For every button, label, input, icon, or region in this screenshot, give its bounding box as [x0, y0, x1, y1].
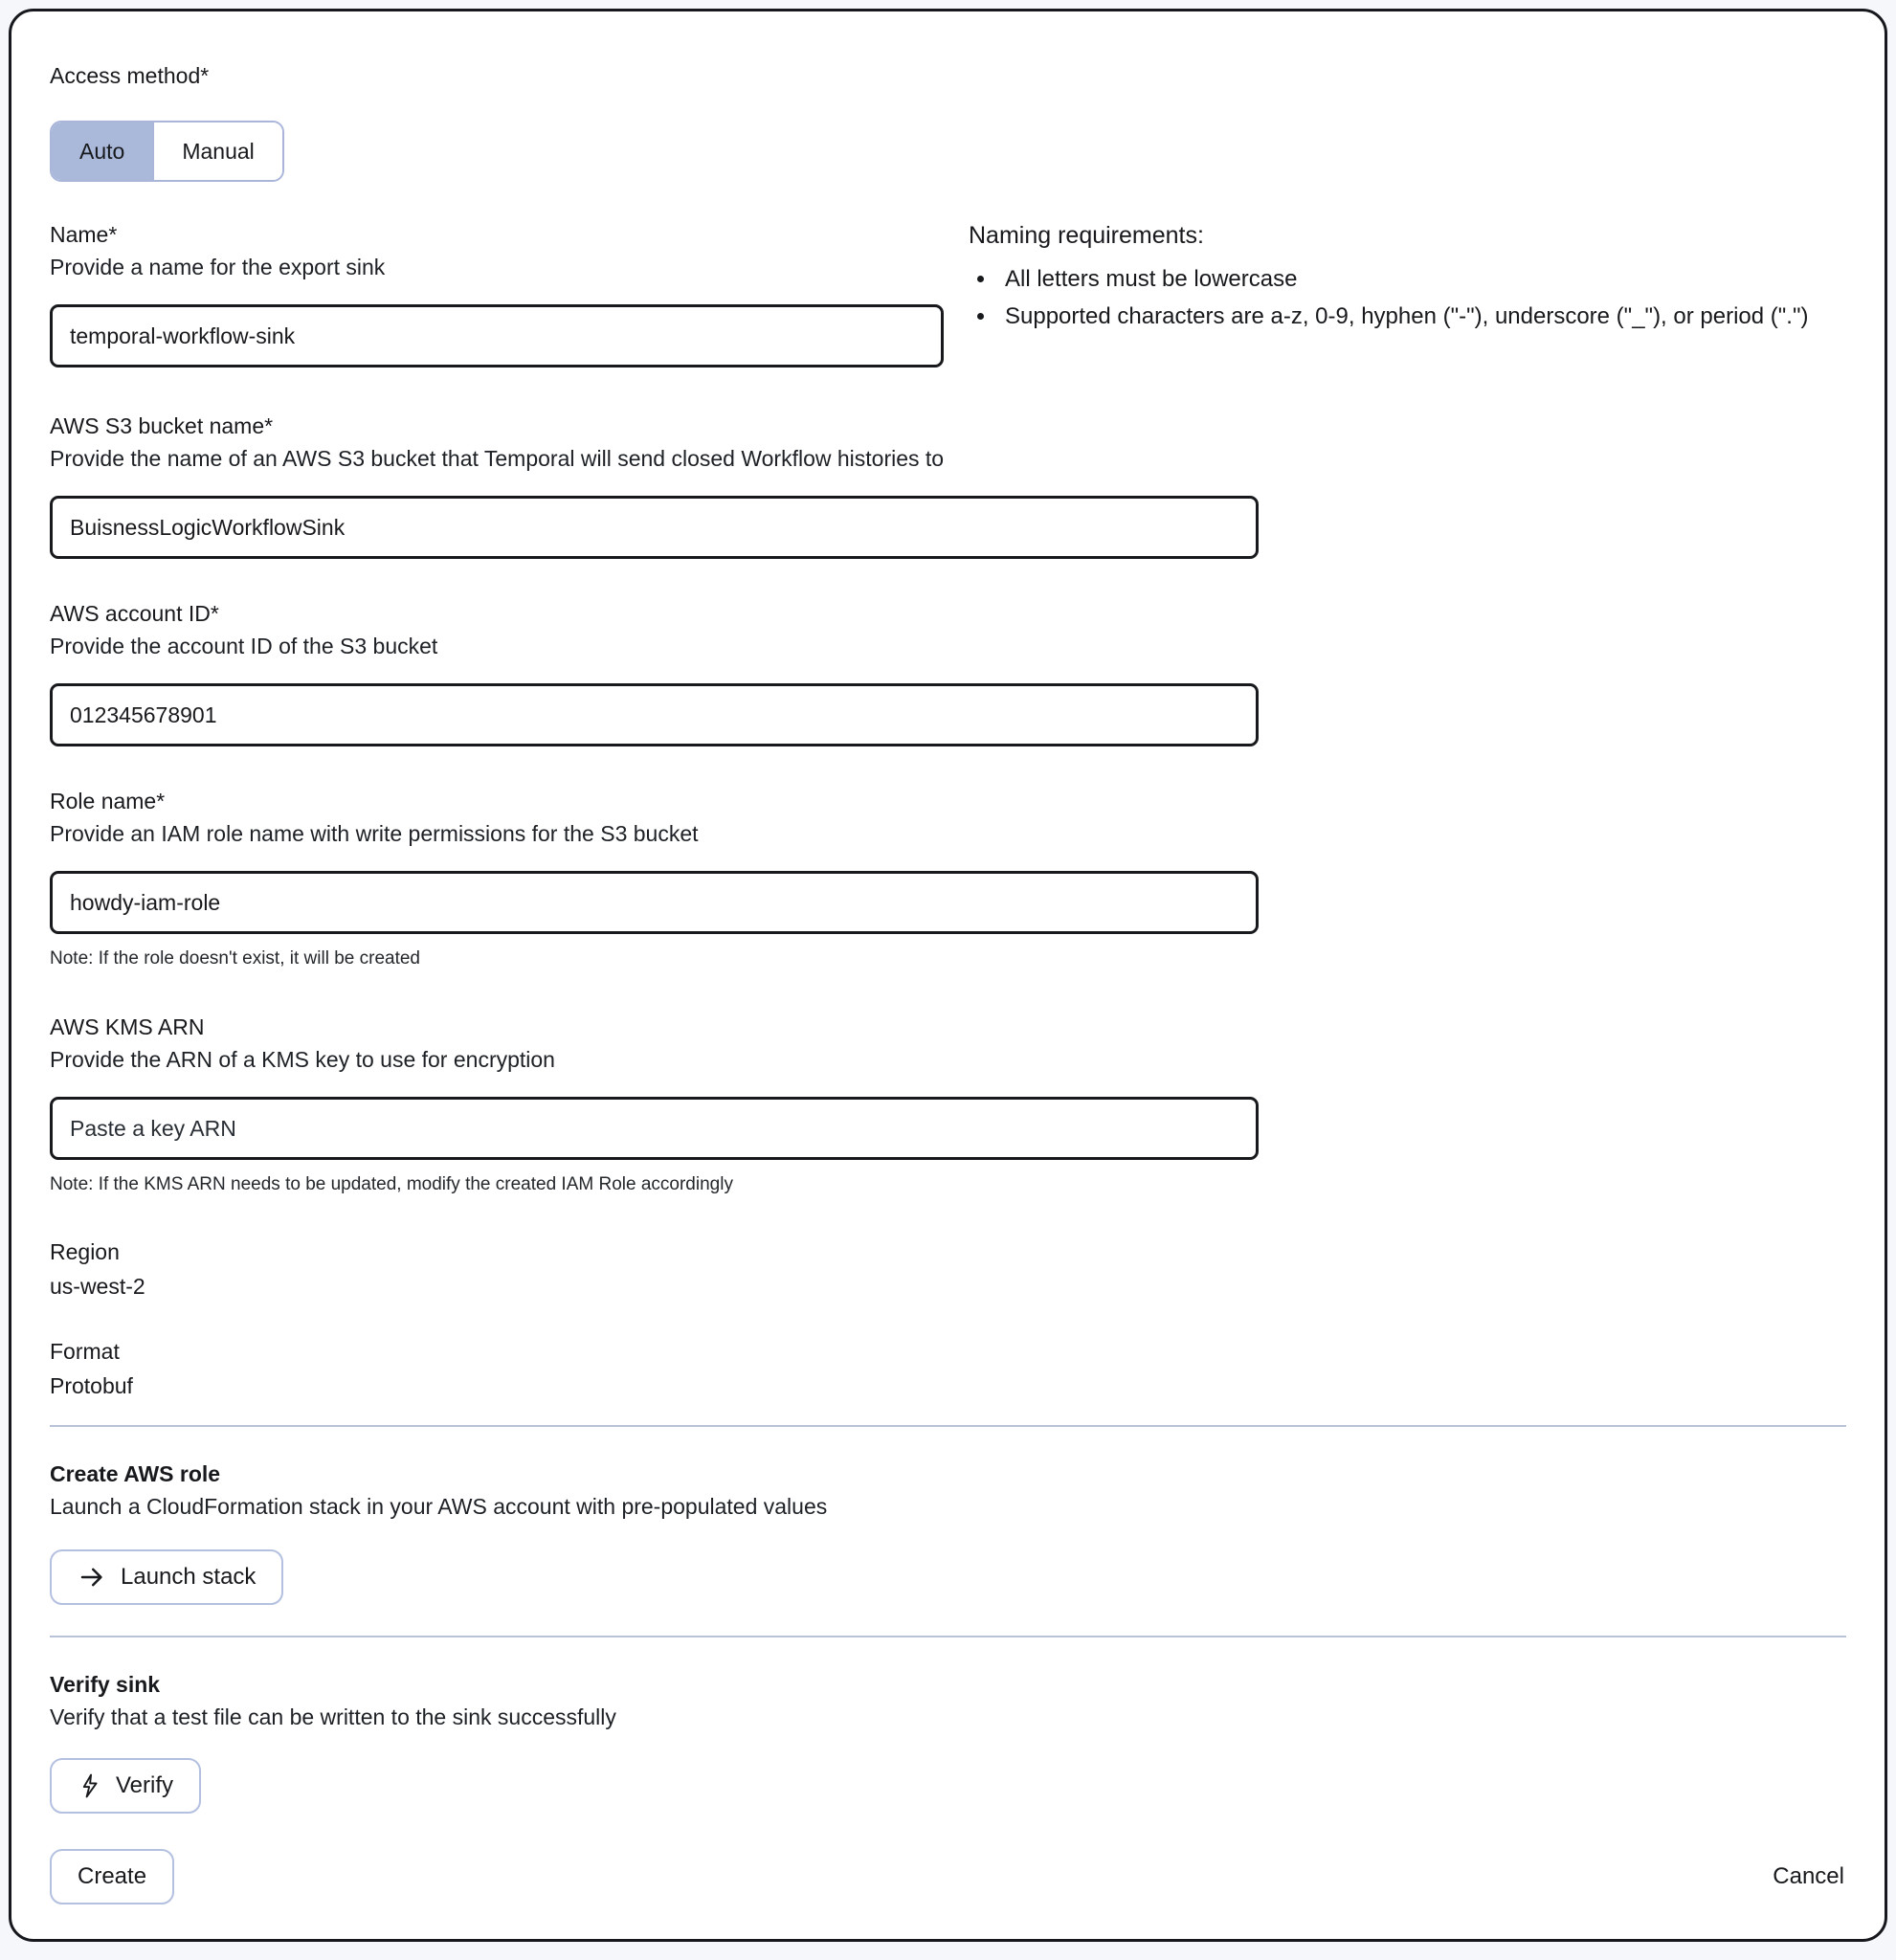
format-readonly — [50, 1335, 1846, 1402]
name-label: Name* — [50, 222, 118, 247]
kms-arn-description: Provide the ARN of a KMS key to use for encryption — [50, 1047, 555, 1072]
verify-button[interactable] — [50, 1758, 201, 1814]
verify-sink-section — [50, 1668, 1846, 1814]
name-field-group — [50, 218, 944, 368]
s3-bucket-field-group — [50, 410, 1846, 559]
create-aws-role-section — [50, 1458, 1846, 1605]
cancel-button[interactable]: Cancel — [1773, 1863, 1844, 1889]
launch-stack-button[interactable] — [50, 1549, 283, 1605]
account-id-field-group — [50, 597, 1846, 746]
name-description: Provide a name for the export sink — [50, 255, 386, 279]
kms-arn-field-group — [50, 1011, 1846, 1198]
section-divider — [50, 1636, 1846, 1637]
create-aws-role-title: Create AWS role — [50, 1461, 221, 1486]
role-name-field-group — [50, 785, 1846, 972]
s3-bucket-description: Provide the name of an AWS S3 bucket that Temporal will send closed Workflow histories to — [50, 446, 945, 471]
role-name-description: Provide an IAM role name with write permissions for the S3 bucket — [50, 821, 699, 846]
lightning-bolt-icon — [78, 1771, 101, 1800]
verify-button-label: Verify — [116, 1772, 174, 1798]
access-method-label: Access method* — [50, 63, 210, 88]
create-aws-role-description: Launch a CloudFormation stack in your AWS account with pre-populated values — [50, 1494, 828, 1519]
naming-requirements — [969, 218, 1846, 368]
section-divider — [50, 1425, 1846, 1427]
s3-bucket-label: AWS S3 bucket name* — [50, 413, 274, 438]
kms-arn-input[interactable] — [50, 1097, 1259, 1160]
s3-bucket-input[interactable] — [50, 496, 1259, 559]
role-name-input[interactable] — [50, 871, 1259, 934]
verify-sink-title: Verify sink — [50, 1672, 161, 1697]
format-label: Format — [50, 1339, 120, 1364]
account-id-description: Provide the account ID of the S3 bucket — [50, 634, 438, 658]
arrow-right-icon — [78, 1563, 106, 1592]
kms-arn-note: Note: If the KMS ARN needs to be updated, modify the created IAM Role accordingly — [50, 1174, 733, 1194]
create-export-sink-form — [9, 9, 1887, 1942]
region-value: us-west-2 — [50, 1274, 145, 1299]
launch-stack-button-label: Launch stack — [121, 1564, 257, 1590]
role-name-label: Role name* — [50, 789, 166, 813]
access-method-option-manual[interactable]: Manual — [152, 122, 281, 180]
naming-requirement-item: • Supported characters are a-z, 0-9, hyphen ("-"), underscore ("_"), or period (".") — [997, 298, 1846, 335]
region-readonly — [50, 1236, 1846, 1303]
naming-requirements-list — [969, 260, 1846, 335]
verify-sink-description: Verify that a test file can be written to the sink successfully — [50, 1704, 616, 1729]
create-button-label: Create — [78, 1863, 147, 1889]
naming-requirements-title: Naming requirements: — [969, 222, 1204, 249]
access-method-toggle — [50, 121, 284, 182]
access-method-option-auto[interactable]: Auto — [52, 122, 152, 180]
account-id-input[interactable] — [50, 683, 1259, 746]
kms-arn-label: AWS KMS ARN — [50, 1014, 205, 1039]
role-name-note: Note: If the role doesn't exist, it will be created — [50, 948, 420, 969]
account-id-label: AWS account ID* — [50, 601, 219, 626]
name-input[interactable] — [50, 304, 944, 368]
naming-requirement-item: • All letters must be lowercase — [997, 260, 1846, 298]
region-label: Region — [50, 1239, 120, 1264]
create-button[interactable] — [50, 1849, 174, 1904]
format-value: Protobuf — [50, 1373, 133, 1398]
